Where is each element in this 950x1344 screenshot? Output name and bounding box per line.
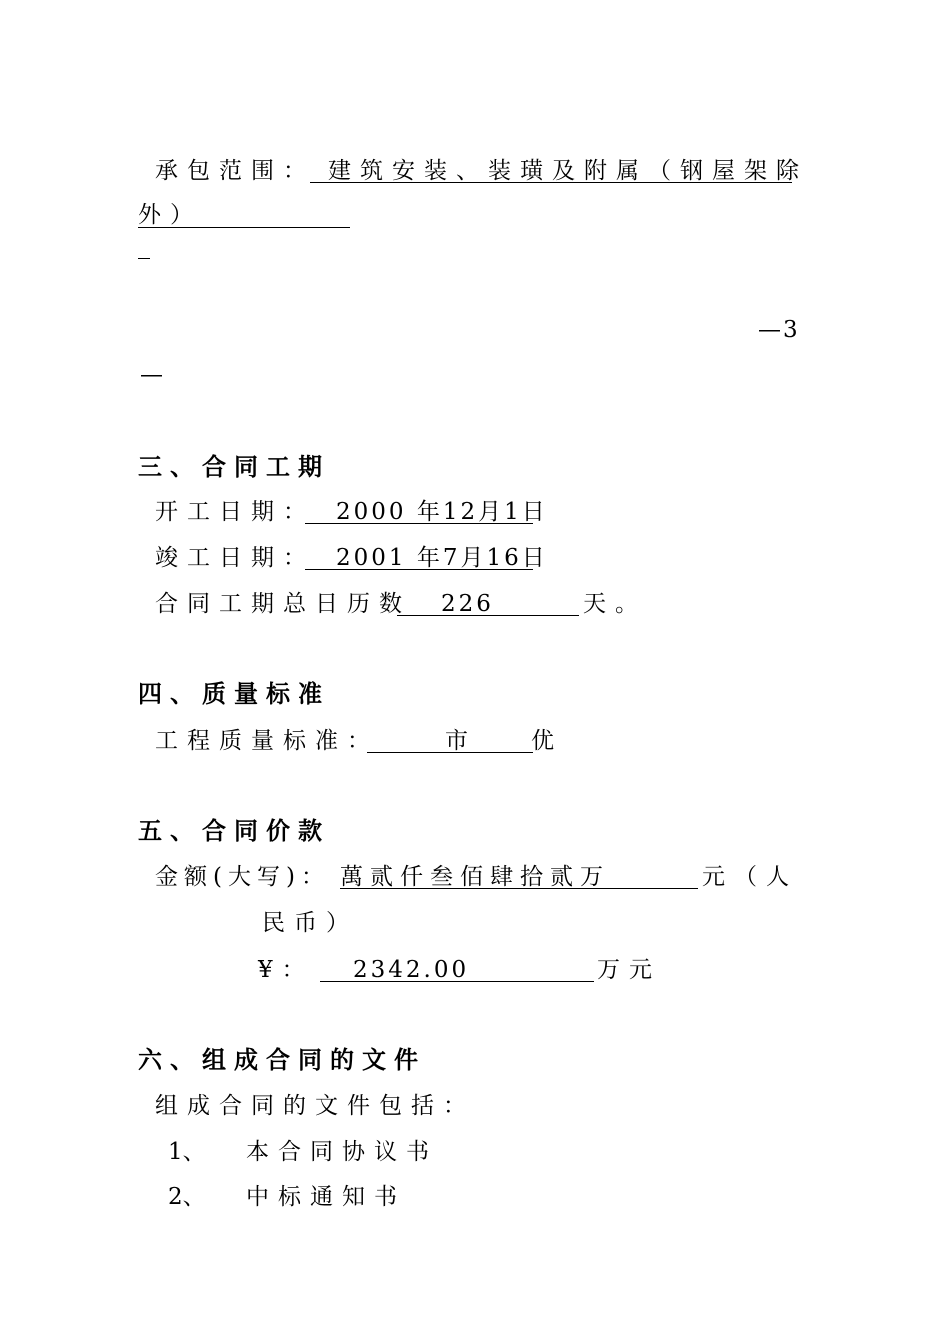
documents-intro: 组成合同的文件包括： [155, 1093, 475, 1119]
amount-unit: 元（人 [702, 864, 798, 890]
total-days-label: 合同工期总日历数 [155, 591, 411, 617]
start-date-value: 2000 年12月1日 [336, 499, 548, 525]
end-date-label: 竣工日期： [155, 545, 315, 571]
amount-unit-cont: 民币） [262, 910, 358, 936]
scope-value-line1: 建筑安装、装璜及附属（钢屋架除 [328, 158, 808, 184]
document-item-text: 中标通知书 [246, 1184, 406, 1210]
short-dash [138, 258, 150, 259]
amount-underline [340, 888, 698, 889]
document-item-text: 本合同协议书 [246, 1139, 438, 1165]
scope-underline-2 [138, 227, 350, 228]
rmb-unit: 万元 [597, 957, 661, 983]
section6-heading: 六、组成合同的文件 [138, 1046, 426, 1074]
rmb-value: 2342.00 [353, 957, 470, 983]
scope-label: 承包范围： [155, 158, 315, 184]
document-item-number: 1、 [168, 1139, 206, 1165]
section4-heading: 四、质量标准 [138, 680, 330, 708]
total-days-unit: 天。 [583, 591, 647, 617]
scope-value-line2: 外） [138, 202, 202, 228]
rmb-label: ¥： [258, 957, 314, 983]
page-number: —3 [758, 317, 800, 343]
page-number-tail: — [140, 362, 163, 388]
total-days-value: 226 [441, 591, 494, 617]
total-days-underline [397, 615, 579, 616]
amount-label: 金额(大写)： [155, 864, 330, 890]
start-date-underline [305, 523, 533, 524]
section5-heading: 五、合同价款 [138, 817, 330, 845]
amount-value: 萬贰仟叁佰肆拾贰万 [340, 864, 610, 890]
quality-underline [367, 752, 533, 753]
quality-value: 市 优 [445, 728, 574, 754]
section3-heading: 三、合同工期 [138, 453, 330, 481]
rmb-underline [320, 981, 594, 982]
start-date-label: 开工日期： [155, 499, 315, 525]
end-date-value: 2001 年7月16日 [336, 545, 548, 571]
quality-label: 工程质量标准： [155, 728, 379, 754]
end-date-underline [305, 569, 533, 570]
scope-underline-1 [310, 182, 792, 183]
document-item-number: 2、 [168, 1184, 206, 1210]
